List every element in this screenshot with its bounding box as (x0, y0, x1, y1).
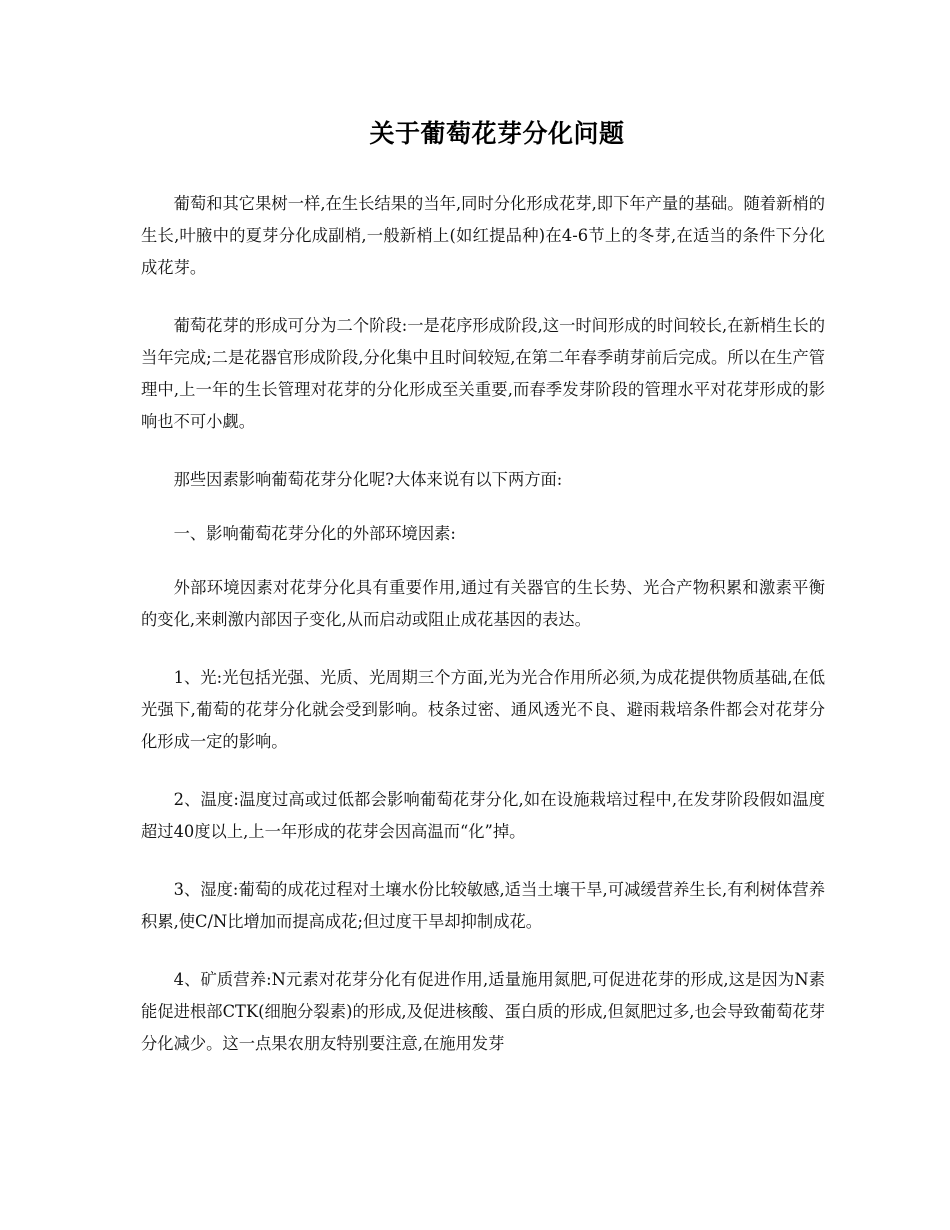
paragraph-mineral-nutrition: 4、矿质营养:N元素对花芽分化有促进作用,适量施用氮肥,可促进花芽的形成,这是因为N素能促进根部CTK(细胞分裂素)的形成,及促进核酸、蛋白质的形成,但氮肥过多,也会导致葡萄花芽分化减少。这一点果农朋友特别要注意,在施用发芽 (141, 970, 825, 1053)
paragraph-temperature: 2、温度:温度过高或过低都会影响葡萄花芽分化,如在设施栽培过程中,在发芽阶段假如温度超过40度以上,上一年形成的花芽会因高温而“化”掉。 (141, 790, 825, 841)
document-body (141, 188, 825, 1086)
paragraph-humidity: 3、湿度:葡萄的成花过程对土壤水份比较敏感,适当土壤干旱,可减缓营养生长,有利树体营养积累,使C/N比增加而提高成花;但过度干旱却抑制成花。 (141, 880, 825, 931)
paragraph-light: 1、光:光包括光强、光质、光周期三个方面,光为光合作用所必须,为成花提供物质基础,在低光强下,葡萄的花芽分化就会受到影响。枝条过密、通风透光不良、避雨栽培条件都会对花芽分化形成一定的影响。 (141, 668, 825, 751)
paragraph-two-stages: 葡萄花芽的形成可分为二个阶段:一是花序形成阶段,这一时间形成的时间较长,在新梢生长的当年完成;二是花器官形成阶段,分化集中且时间较短,在第二年春季萌芽前后完成。所以在生产管理中,上一年的生长管理对花芽的分化形成至关重要,而春季发芽阶段的管理水平对花芽形成的影响也不可小觑。 (141, 316, 825, 431)
paragraph-intro: 葡萄和其它果树一样,在生长结果的当年,同时分化形成花芽,即下年产量的基础。随着新梢的生长,叶腋中的夏芽分化成副梢,一般新梢上(如红提品种)在4-6节上的冬芽,在适当的条件下分化成花芽。 (141, 194, 825, 277)
paragraph-question: 那些因素影响葡萄花芽分化呢?大体来说有以下两方面: (173, 470, 563, 489)
paragraph-external-factors: 外部环境因素对花芽分化具有重要作用,通过有关器官的生长势、光合产物积累和激素平衡的变化,来刺激内部因子变化,从而启动或阻止成花基因的表达。 (141, 578, 825, 629)
section-heading-external-factors: 一、影响葡萄花芽分化的外部环境因素: (173, 524, 456, 543)
document-title: 关于葡萄花芽分化问题 (369, 119, 625, 148)
